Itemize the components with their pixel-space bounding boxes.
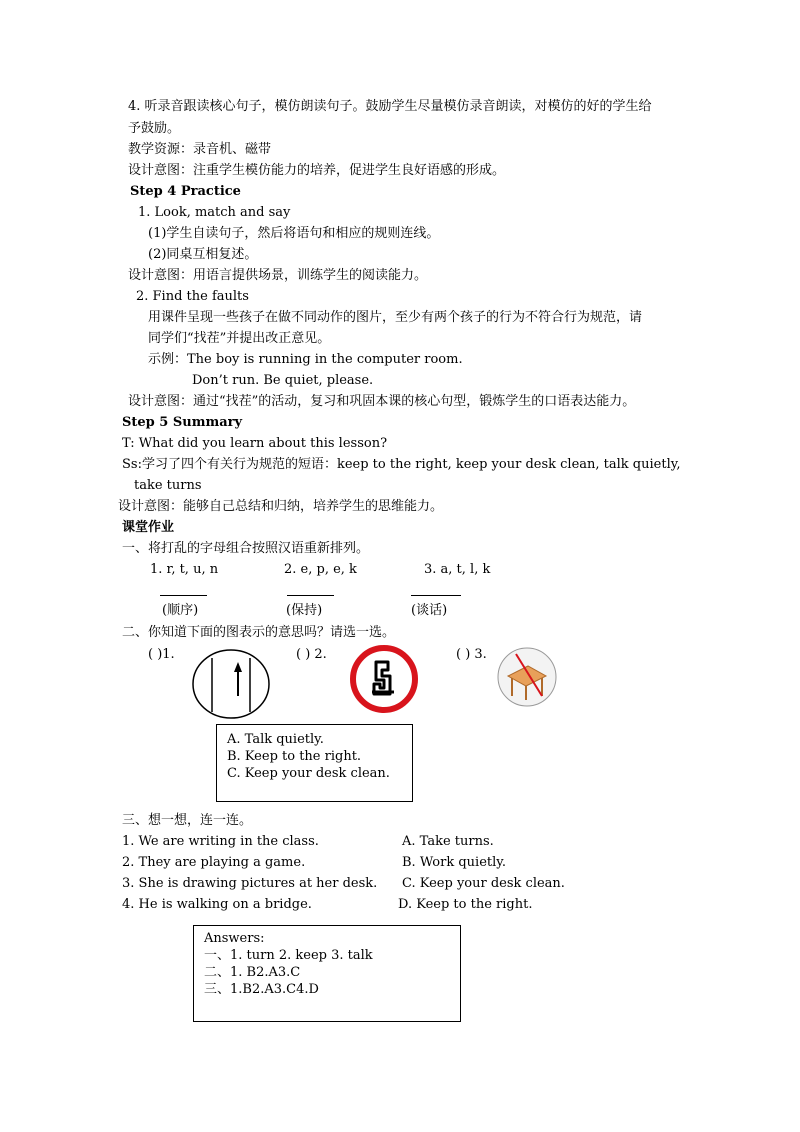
keep-right-icon	[190, 648, 272, 720]
q1-item-2-hint: (保持)	[286, 603, 323, 618]
teacher-question: T: What did you learn about this lesson?	[122, 436, 388, 451]
example-line-1: 示例：The boy is running in the computer room.	[148, 352, 463, 367]
q2-label-3: ( ) 3.	[456, 647, 487, 662]
design-intent-3: 设计意图：通过“找茬”的活动，复习和巩固本课的核心句型，锻炼学生的口语表达能力。	[128, 394, 636, 409]
answers-title: Answers:	[204, 931, 265, 946]
lesson-line-2: 予鼓励。	[128, 121, 181, 136]
q3-left-2: 2. They are playing a game.	[122, 855, 306, 870]
q3-right-b: B. Work quietly.	[402, 855, 507, 870]
practice-2-desc-b: 同学们“找茬”并提出改正意见。	[148, 331, 331, 346]
answers-box	[193, 925, 461, 1022]
q2-option-c: C. Keep your desk clean.	[227, 766, 390, 781]
messy-desk-icon	[494, 646, 560, 708]
q3-right-a: A. Take turns.	[402, 834, 494, 849]
answer-1: 一、1. turn 2. keep 3. talk	[204, 948, 373, 963]
design-intent-1: 设计意图：注重学生模仿能力的培养，促进学生良好语感的形成。	[128, 163, 506, 178]
step5-title: Step 5 Summary	[122, 415, 243, 430]
answer-2: 二、1. B2.A3.C	[204, 965, 301, 980]
practice-1-step-a: (1)学生自读句子，然后将语句和相应的规则连线。	[148, 226, 440, 241]
q2-option-b: B. Keep to the right.	[227, 749, 362, 764]
lesson-line-1: 4. 听录音跟读核心句子，模仿朗读句子。鼓励学生尽量模仿录音朗读，对模仿的好的学生给	[128, 99, 652, 114]
q3-left-3: 3. She is drawing pictures at her desk.	[122, 876, 378, 891]
q2-option-a: A. Talk quietly.	[227, 732, 324, 747]
q2-options-box	[216, 724, 413, 802]
q3-right-c: C. Keep your desk clean.	[402, 876, 565, 891]
question-1-title: 一、将打乱的字母组合按照汉语重新排列。	[122, 541, 370, 556]
practice-1-title: 1. Look, match and say	[138, 205, 291, 220]
q2-label-1: ( )1.	[148, 647, 175, 662]
teaching-resources: 教学资源：录音机、磁带	[128, 142, 272, 157]
practice-2-title: 2. Find the faults	[136, 289, 249, 304]
no-talking-icon	[348, 644, 420, 714]
question-2-title: 二、你知道下面的图表示的意思吗？请选一选。	[122, 625, 396, 640]
students-answer-1: Ss:学习了四个有关行为规范的短语：keep to the right, keep your desk clean, talk quietly,	[122, 457, 681, 472]
students-answer-2: take turns	[134, 478, 202, 493]
q1-answer-blank-1[interactable]	[160, 595, 207, 596]
design-intent-2: 设计意图：用语言提供场景，训练学生的阅读能力。	[128, 268, 428, 283]
q1-item-3-letters: 3. a, t, l, k	[424, 562, 491, 577]
q1-item-3-hint: (谈话)	[411, 603, 448, 618]
practice-2-desc-a: 用课件呈现一些孩子在做不同动作的图片，至少有两个孩子的行为不符合行为规范，请	[148, 310, 643, 325]
practice-1-step-b: (2)同桌互相复述。	[148, 247, 258, 262]
q1-answer-blank-2[interactable]	[287, 595, 334, 596]
homework-title: 课堂作业	[122, 520, 175, 535]
step4-title: Step 4 Practice	[130, 184, 241, 199]
answer-3: 三、1.B2.A3.C4.D	[204, 982, 319, 997]
design-intent-4: 设计意图：能够自己总结和归纳，培养学生的思维能力。	[118, 499, 444, 514]
q2-label-2: ( ) 2.	[296, 647, 327, 662]
q1-answer-blank-3[interactable]	[411, 595, 461, 596]
q1-item-1-hint: (顺序)	[162, 603, 199, 618]
question-3-title: 三、想一想，连一连。	[122, 813, 253, 828]
q3-left-4: 4. He is walking on a bridge.	[122, 897, 312, 912]
q1-item-2-letters: 2. e, p, e, k	[284, 562, 357, 577]
q1-item-1-letters: 1. r, t, u, n	[150, 562, 219, 577]
example-line-2: Don’t run. Be quiet, please.	[192, 373, 374, 388]
q3-left-1: 1. We are writing in the class.	[122, 834, 319, 849]
q3-right-d: D. Keep to the right.	[398, 897, 533, 912]
